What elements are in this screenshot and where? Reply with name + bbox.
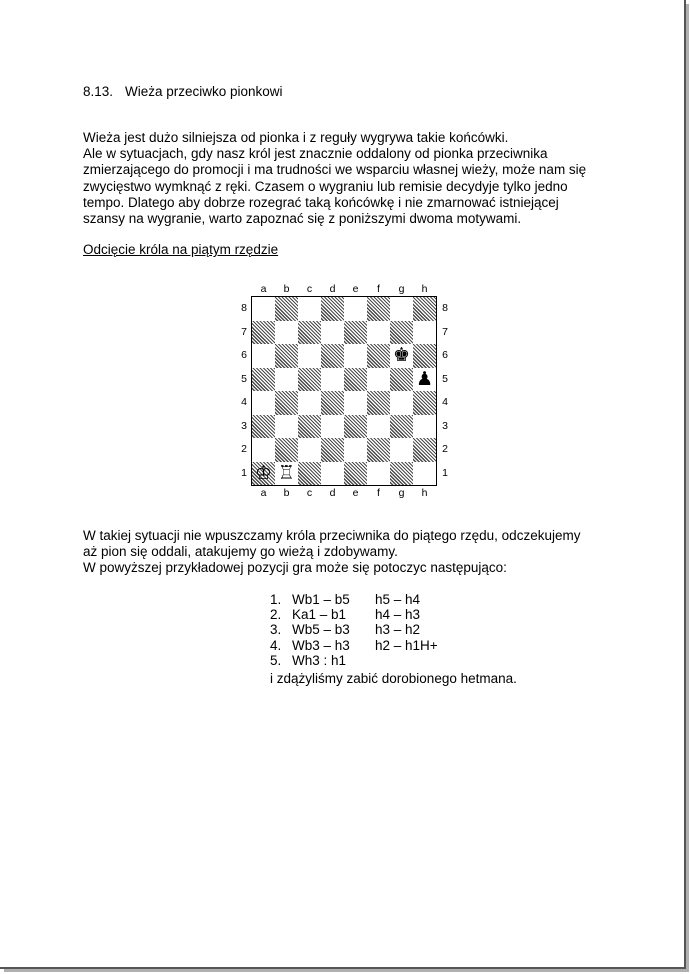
move-number: 3. bbox=[270, 622, 282, 638]
square-h5 bbox=[413, 368, 436, 392]
white-move: Wh3 : h1 bbox=[292, 652, 347, 668]
square-e2 bbox=[344, 438, 367, 462]
square-e5 bbox=[344, 368, 367, 392]
page-shadow-bottom bbox=[4, 969, 688, 972]
square-c3 bbox=[298, 415, 321, 439]
rank-label-right-2: 2 bbox=[442, 443, 448, 455]
section-heading bbox=[83, 84, 283, 99]
square-f4 bbox=[367, 391, 390, 415]
rank-label-right-1: 1 bbox=[442, 466, 448, 479]
square-e1 bbox=[344, 462, 367, 486]
rank-label-left-6: 6 bbox=[241, 349, 247, 361]
file-label-top-a: a bbox=[260, 283, 267, 295]
white-move: Wb5 – b3 bbox=[292, 622, 350, 638]
square-b2 bbox=[275, 438, 298, 462]
square-d6 bbox=[321, 344, 344, 368]
rank-label-right-7: 7 bbox=[442, 325, 448, 338]
square-c5 bbox=[298, 368, 321, 392]
square-b6 bbox=[275, 344, 298, 368]
black-move: h5 – h4 bbox=[375, 592, 421, 607]
square-g6 bbox=[390, 344, 413, 368]
file-label-bottom-g: g bbox=[398, 487, 405, 499]
explanation-line: aż pion się oddali, atakujemy go wieżą i zdobywamy. bbox=[83, 544, 398, 560]
square-b7 bbox=[275, 321, 298, 345]
square-f7 bbox=[367, 321, 390, 345]
file-label-top-g: g bbox=[398, 283, 405, 295]
intro-line: tempo. Dlatego aby dobrze rozegrać taką końcówkę i nie zmarnować istniejącej bbox=[83, 194, 559, 210]
square-f6 bbox=[367, 344, 390, 368]
square-f2 bbox=[367, 438, 390, 462]
file-label-bottom-a: a bbox=[260, 487, 267, 499]
black-pawn-icon: ♟ bbox=[415, 367, 434, 390]
square-a2 bbox=[252, 438, 275, 462]
square-b8 bbox=[275, 297, 298, 321]
square-h4 bbox=[413, 391, 436, 415]
square-c2 bbox=[298, 438, 321, 462]
intro-line: zwycięstwo wymknąć z ręki. Czasem o wygraniu lub remisie decydyje tylko jedno bbox=[83, 178, 568, 194]
subheading: Odcięcie króla na piątym rzędzie bbox=[83, 242, 279, 257]
rank-label-left-8: 8 bbox=[241, 302, 247, 314]
square-c8 bbox=[298, 297, 321, 321]
white-move: Ka1 – b1 bbox=[292, 607, 347, 623]
black-king-icon: ♚ bbox=[392, 344, 411, 367]
rank-label-right-8: 8 bbox=[442, 302, 448, 314]
section-title: Wieża przeciwko pionkowi bbox=[125, 84, 283, 99]
chess-board bbox=[251, 296, 437, 486]
rank-label-right-3: 3 bbox=[442, 419, 448, 432]
square-c4 bbox=[298, 391, 321, 415]
square-a8 bbox=[252, 297, 275, 321]
file-label-bottom-b: b bbox=[283, 487, 290, 499]
intro-line: zmierzającego do promocji i ma trudności we wsparciu własnej wieży, może nam się bbox=[83, 162, 587, 178]
move-number: 4. bbox=[270, 637, 282, 653]
square-g5 bbox=[390, 368, 413, 392]
square-c7 bbox=[298, 321, 321, 345]
square-b4 bbox=[275, 391, 298, 415]
white-rook-icon: ♖ bbox=[277, 461, 296, 484]
rank-label-left-2: 2 bbox=[241, 443, 247, 455]
intro-line: Ale w sytuacjach, gdy nasz król jest znacznie oddalony od pionka przeciwnika bbox=[83, 146, 548, 162]
square-h7 bbox=[413, 321, 436, 345]
square-f3 bbox=[367, 415, 390, 439]
chess-board-frame bbox=[251, 296, 437, 486]
explanation-paragraph bbox=[83, 528, 580, 577]
white-king-icon: ♔ bbox=[254, 461, 273, 484]
intro-line: szansy na wygranie, warto zapoznać się z poniższymi dwoma motywami. bbox=[83, 211, 522, 227]
square-h1 bbox=[413, 462, 436, 486]
square-d7 bbox=[321, 321, 344, 345]
file-label-top-c: c bbox=[306, 283, 313, 295]
square-b1 bbox=[275, 462, 298, 486]
square-a6 bbox=[252, 344, 275, 368]
move-number: 5. bbox=[270, 652, 282, 668]
rank-label-left-4: 4 bbox=[241, 396, 247, 408]
square-f1 bbox=[367, 462, 390, 486]
move-number: 1. bbox=[270, 592, 282, 607]
black-move: h2 – h1H+ bbox=[375, 637, 438, 653]
file-label-bottom-c: c bbox=[306, 487, 313, 499]
square-g1 bbox=[390, 462, 413, 486]
file-label-top-e: e bbox=[352, 283, 359, 295]
white-move: Wb3 – h3 bbox=[292, 637, 350, 653]
black-move: h3 – h2 bbox=[375, 622, 421, 638]
intro-paragraph bbox=[83, 130, 586, 227]
square-d3 bbox=[321, 415, 344, 439]
square-h6 bbox=[413, 344, 436, 368]
square-e8 bbox=[344, 297, 367, 321]
square-d2 bbox=[321, 438, 344, 462]
rank-label-left-7: 7 bbox=[241, 325, 247, 338]
square-g2 bbox=[390, 438, 413, 462]
square-b3 bbox=[275, 415, 298, 439]
intro-line: Wieża jest dużo silniejsza od pionka i z reguły wygrywa takie końcówki. bbox=[83, 130, 509, 145]
move-number: 2. bbox=[270, 607, 282, 623]
square-d5 bbox=[321, 368, 344, 392]
rank-label-right-6: 6 bbox=[442, 349, 448, 361]
conclusion-text: i zdążyliśmy zabić dorobionego hetmana. bbox=[270, 671, 517, 686]
square-d8 bbox=[321, 297, 344, 321]
page-shadow-right bbox=[686, 4, 689, 972]
black-move: h4 – h3 bbox=[375, 607, 421, 623]
square-a7 bbox=[252, 321, 275, 345]
file-label-top-b: b bbox=[283, 283, 290, 295]
square-c1 bbox=[298, 462, 321, 486]
file-label-bottom-e: e bbox=[352, 487, 359, 499]
square-d1 bbox=[321, 462, 344, 486]
square-f8 bbox=[367, 297, 390, 321]
square-h2 bbox=[413, 438, 436, 462]
file-label-top-h: h bbox=[421, 283, 428, 295]
square-a1 bbox=[252, 462, 275, 486]
square-c6 bbox=[298, 344, 321, 368]
file-label-bottom-d: d bbox=[329, 487, 336, 499]
rank-label-left-1: 1 bbox=[241, 466, 247, 479]
white-move: Wb1 – b5 bbox=[292, 592, 350, 607]
square-h3 bbox=[413, 415, 436, 439]
square-h8 bbox=[413, 297, 436, 321]
square-d4 bbox=[321, 391, 344, 415]
square-f5 bbox=[367, 368, 390, 392]
square-g3 bbox=[390, 415, 413, 439]
square-e3 bbox=[344, 415, 367, 439]
square-a5 bbox=[252, 368, 275, 392]
square-e6 bbox=[344, 344, 367, 368]
explanation-line: W powyższej przykładowej pozycji gra może się potoczyc następująco: bbox=[83, 560, 507, 576]
square-a4 bbox=[252, 391, 275, 415]
rank-label-right-5: 5 bbox=[442, 372, 448, 385]
square-g8 bbox=[390, 297, 413, 321]
file-label-top-f: f bbox=[377, 283, 380, 295]
square-e7 bbox=[344, 321, 367, 345]
square-a3 bbox=[252, 415, 275, 439]
file-label-bottom-f: f bbox=[377, 487, 380, 499]
square-g7 bbox=[390, 321, 413, 345]
rank-label-left-5: 5 bbox=[241, 372, 247, 385]
rank-label-right-4: 4 bbox=[442, 396, 448, 408]
square-e4 bbox=[344, 391, 367, 415]
rank-label-left-3: 3 bbox=[241, 419, 247, 432]
square-g4 bbox=[390, 391, 413, 415]
file-label-top-d: d bbox=[329, 283, 336, 295]
square-b5 bbox=[275, 368, 298, 392]
file-label-bottom-h: h bbox=[421, 487, 428, 499]
section-number: 8.13. bbox=[83, 84, 114, 99]
explanation-line: W takiej sytuacji nie wpuszczamy króla przeciwnika do piątego rzędu, odczekujemy bbox=[83, 528, 581, 543]
